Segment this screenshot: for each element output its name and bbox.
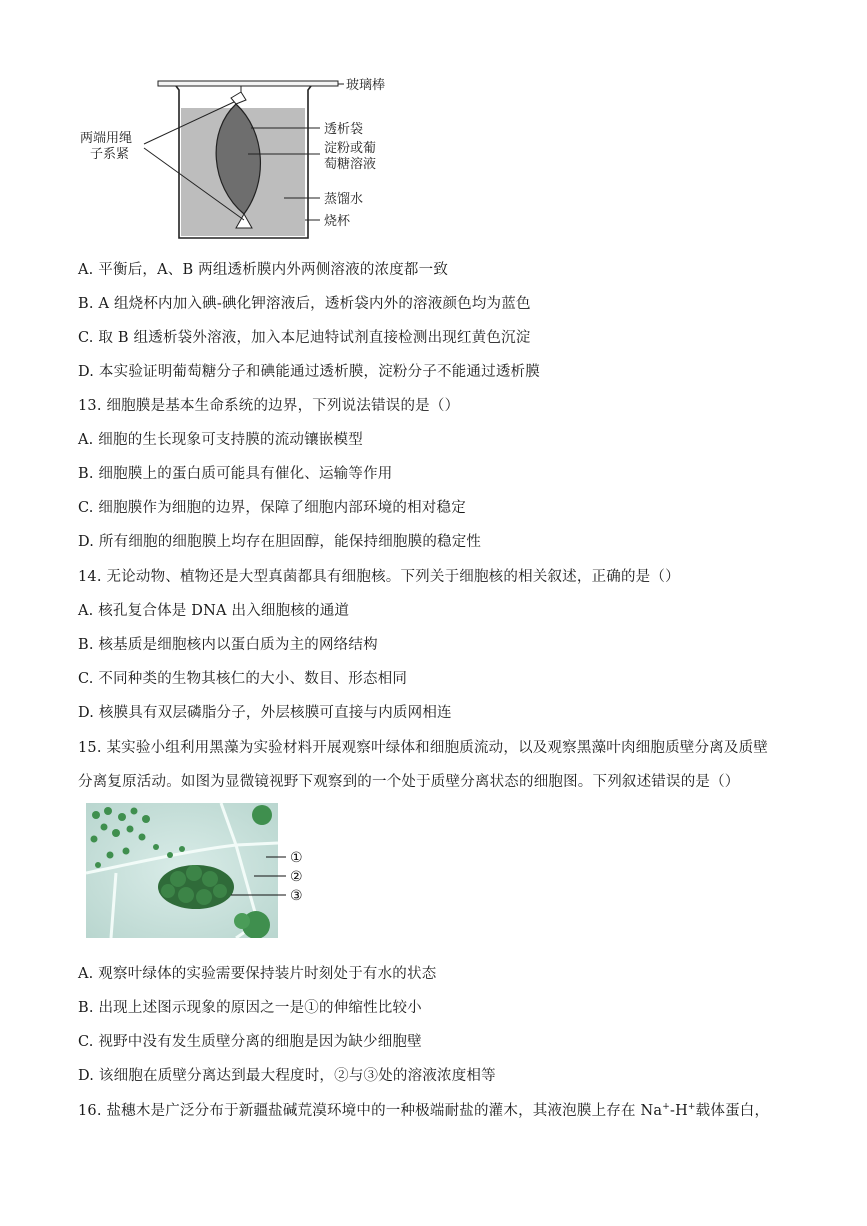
q13-option-a: A. 细胞的生长现象可支持膜的流动镶嵌模型 [78,432,363,448]
q15-option-c: C. 视野中没有发生质壁分离的细胞是因为缺少细胞壁 [78,1034,422,1050]
q15-option-d: D. 该细胞在质壁分离达到最大程度时，②与③处的溶液浓度相等 [78,1068,496,1084]
q15-stem-line1: 15. 某实验小组利用黑藻为实验材料开展观察叶绿体和细胞质流动，以及观察黑藻叶肉细胞质壁分离及质壁 [78,740,768,756]
q16-stem-mid: -H [669,1103,688,1119]
plasmolysis-micrograph [86,803,326,938]
label-rope-line1: 两端用绳 [80,131,133,146]
protoplast [158,865,234,909]
q13-option-c: C. 细胞膜作为细胞的边界，保障了细胞内部环境的相对稳定 [78,500,466,516]
q16-sup-2: + [687,1102,696,1113]
label-solution-line2: 萄糖溶液 [324,157,377,172]
dialysis-bag-figure [76,72,416,242]
q16-stem-after: 载体蛋白， [695,1103,770,1119]
q15-stem-line2: 分离复原活动。如图为显微镜视野下观察到的一个处于质壁分离状态的细胞图。下列叙述错误的是（） [78,774,740,790]
label-dialysis-bag: 透析袋 [324,122,364,137]
q14-option-d: D. 核膜具有双层磷脂分子，外层核膜可直接与内质网相连 [78,705,452,721]
q15-option-a: A. 观察叶绿体的实验需要保持装片时刻处于有水的状态 [78,966,437,982]
label-rope-line2: 子系紧 [90,147,130,162]
q13-option-b: B. 细胞膜上的蛋白质可能具有催化、运输等作用 [78,466,393,482]
q14-option-c: C. 不同种类的生物其核仁的大小、数目、形态相同 [78,671,408,687]
q12-option-c: C. 取 B 组透析袋外溶液，加入本尼迪特试剂直接检测出现红黄色沉淀 [78,330,531,346]
label-solution-line1: 淀粉或葡 [324,141,377,156]
label-beaker: 烧杯 [324,214,351,229]
q16-sup-1: + [662,1102,670,1113]
q14-stem: 14. 无论动物、植物还是大型真菌都具有细胞核。下列关于细胞核的相关叙述，正确的是（） [78,569,680,585]
glass-rod [158,81,338,86]
q12-option-b: B. A 组烧杯内加入碘-碘化钾溶液后，透析袋内外的溶液颜色均为蓝色 [78,296,531,312]
q13-stem: 13. 细胞膜是基本生命系统的边界，下列说法错误的是（） [78,398,460,414]
marker-2: ② [290,869,303,885]
marker-1: ① [290,850,303,866]
marker-3: ③ [290,888,303,904]
q14-option-a: A. 核孔复合体是 DNA 出入细胞核的通道 [78,603,350,619]
q12-option-a: A. 平衡后，A、B 两组透析膜内外两侧溶液的浓度都一致 [78,262,449,278]
q12-option-d: D. 本实验证明葡萄糖分子和碘能通过透析膜，淀粉分子不能通过透析膜 [78,364,540,380]
label-glass-rod: 玻璃棒 [346,78,386,93]
q14-option-b: B. 核基质是细胞核内以蛋白质为主的网络结构 [78,637,378,653]
label-distilled-water: 蒸馏水 [324,192,364,207]
q16-stem [78,1099,769,1120]
q15-option-b: B. 出现上述图示现象的原因之一是①的伸缩性比较小 [78,1000,422,1016]
q13-option-d: D. 所有细胞的细胞膜上均存在胆固醇，能保持细胞膜的稳定性 [78,534,482,550]
q16-stem-before: 16. 盐穗木是广泛分布于新疆盐碱荒漠环境中的一种极端耐盐的灌木，其液泡膜上存在 Na [78,1103,663,1119]
